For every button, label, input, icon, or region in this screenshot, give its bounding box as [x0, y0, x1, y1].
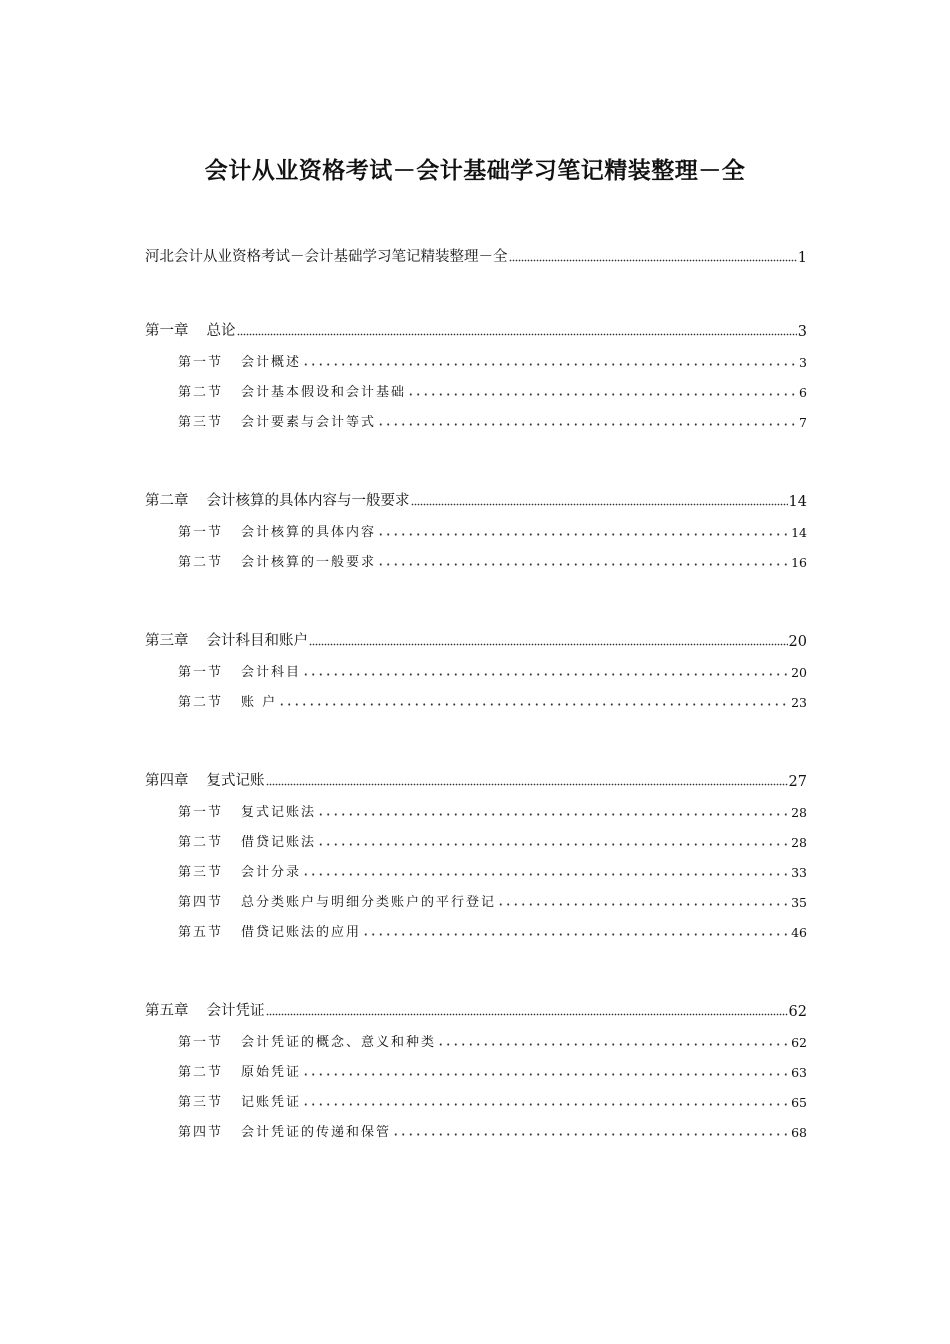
section-page: 63 [791, 1065, 807, 1080]
dot-leader [377, 563, 790, 566]
dot-leader [302, 873, 790, 876]
section-title: 借贷记账法的应用 [241, 925, 362, 940]
dot-leader [407, 393, 798, 396]
chapter-number: 第一章 [145, 323, 189, 339]
toc-chapter-4[interactable] [145, 770, 807, 790]
toc-section-5-4[interactable] [145, 1120, 807, 1140]
chapter-title: 会计凭证 [206, 1003, 265, 1019]
toc-section-5-3[interactable] [145, 1090, 807, 1110]
toc-entry-text: 河北会计从业资格考试－会计基础学习笔记精装整理－全 [145, 249, 508, 265]
toc-section-4-3[interactable] [145, 860, 807, 880]
toc-section-2-1[interactable] [145, 520, 807, 540]
toc-section-4-5[interactable] [145, 920, 807, 940]
chapter-page: 62 [788, 1004, 807, 1020]
dot-leader [266, 1013, 788, 1016]
dot-leader [437, 1043, 790, 1046]
section-title: 原始凭证 [241, 1065, 302, 1080]
section-number: 第三节 [178, 415, 224, 430]
toc-section-4-1[interactable] [145, 800, 807, 820]
section-number: 第一节 [178, 805, 224, 820]
section-number: 第二节 [178, 555, 224, 570]
dot-leader [302, 1073, 790, 1076]
section-title: 记账凭证 [241, 1095, 302, 1110]
chapter-title: 复式记账 [206, 773, 265, 789]
section-number: 第二节 [178, 695, 224, 710]
dot-leader [302, 1103, 790, 1106]
dot-leader [302, 363, 798, 366]
dot-leader [377, 423, 798, 426]
section-title: 会计要素与会计等式 [241, 415, 377, 430]
section-title: 会计分录 [241, 865, 302, 880]
section-number: 第一节 [178, 525, 224, 540]
section-title: 会计核算的具体内容 [241, 525, 377, 540]
section-title: 账 户 [241, 695, 278, 710]
dot-leader [266, 783, 788, 786]
toc-section-5-1[interactable] [145, 1030, 807, 1050]
dot-leader [392, 1133, 790, 1136]
toc-entry-page: 1 [797, 250, 807, 266]
section-title: 总分类账户与明细分类账户的平行登记 [241, 895, 497, 910]
section-number: 第四节 [178, 1125, 224, 1140]
chapter-page: 3 [797, 324, 807, 340]
section-title: 会计凭证的概念、意义和种类 [241, 1035, 437, 1050]
section-title: 借贷记账法 [241, 835, 317, 850]
toc-section-1-1[interactable] [145, 350, 807, 370]
section-page: 14 [791, 525, 807, 540]
toc-section-4-2[interactable] [145, 830, 807, 850]
chapter-number: 第四章 [145, 773, 189, 789]
section-page: 46 [791, 925, 807, 940]
section-page: 28 [791, 835, 807, 850]
chapter-title: 总论 [206, 323, 236, 339]
section-number: 第二节 [178, 1065, 224, 1080]
section-number: 第二节 [178, 835, 224, 850]
chapter-page: 20 [788, 634, 807, 650]
chapter-number: 第三章 [145, 633, 189, 649]
dot-leader [497, 903, 790, 906]
section-number: 第二节 [178, 385, 224, 400]
toc-section-3-2[interactable] [145, 690, 807, 710]
section-page: 62 [791, 1035, 807, 1050]
toc-entry-book[interactable] [145, 246, 807, 266]
section-page: 65 [791, 1095, 807, 1110]
dot-leader [317, 813, 790, 816]
section-title: 复式记账法 [241, 805, 317, 820]
toc-chapter-3[interactable] [145, 630, 807, 650]
dot-leader [278, 703, 790, 706]
toc-chapter-2[interactable] [145, 490, 807, 510]
chapter-number: 第五章 [145, 1003, 189, 1019]
chapter-page: 27 [788, 774, 807, 790]
toc-section-1-3[interactable] [145, 410, 807, 430]
section-page: 33 [791, 865, 807, 880]
section-number: 第四节 [178, 895, 224, 910]
document-title: 会计从业资格考试－会计基础学习笔记精装整理－全 [204, 158, 746, 184]
section-page: 35 [791, 895, 807, 910]
toc-chapter-1[interactable] [145, 320, 807, 340]
section-number: 第五节 [178, 925, 224, 940]
dot-leader [509, 259, 797, 262]
chapter-page: 14 [788, 494, 807, 510]
section-title: 会计基本假设和会计基础 [241, 385, 407, 400]
section-number: 第三节 [178, 1095, 224, 1110]
section-title: 会计核算的一般要求 [241, 555, 377, 570]
toc-chapter-5[interactable] [145, 1000, 807, 1020]
dot-leader [302, 673, 790, 676]
section-page: 23 [791, 695, 807, 710]
toc-section-5-2[interactable] [145, 1060, 807, 1080]
dot-leader [309, 643, 788, 646]
section-page: 7 [799, 415, 807, 430]
dot-leader [411, 503, 788, 506]
toc-section-4-4[interactable] [145, 890, 807, 910]
dot-leader [362, 933, 790, 936]
section-page: 6 [799, 385, 807, 400]
section-page: 3 [799, 355, 807, 370]
chapter-title: 会计核算的具体内容与一般要求 [206, 493, 410, 509]
section-number: 第一节 [178, 665, 224, 680]
section-title: 会计概述 [241, 355, 302, 370]
dot-leader [317, 843, 790, 846]
section-page: 68 [791, 1125, 807, 1140]
chapter-title: 会计科目和账户 [206, 633, 308, 649]
section-page: 16 [791, 555, 807, 570]
section-number: 第一节 [178, 1035, 224, 1050]
section-title: 会计科目 [241, 665, 302, 680]
toc-section-3-1[interactable] [145, 660, 807, 680]
dot-leader [377, 533, 790, 536]
dot-leader [237, 333, 797, 336]
section-number: 第三节 [178, 865, 224, 880]
toc-section-1-2[interactable] [145, 380, 807, 400]
section-page: 20 [791, 665, 807, 680]
toc-section-2-2[interactable] [145, 550, 807, 570]
section-number: 第一节 [178, 355, 224, 370]
chapter-number: 第二章 [145, 493, 189, 509]
section-title: 会计凭证的传递和保管 [241, 1125, 392, 1140]
section-page: 28 [791, 805, 807, 820]
